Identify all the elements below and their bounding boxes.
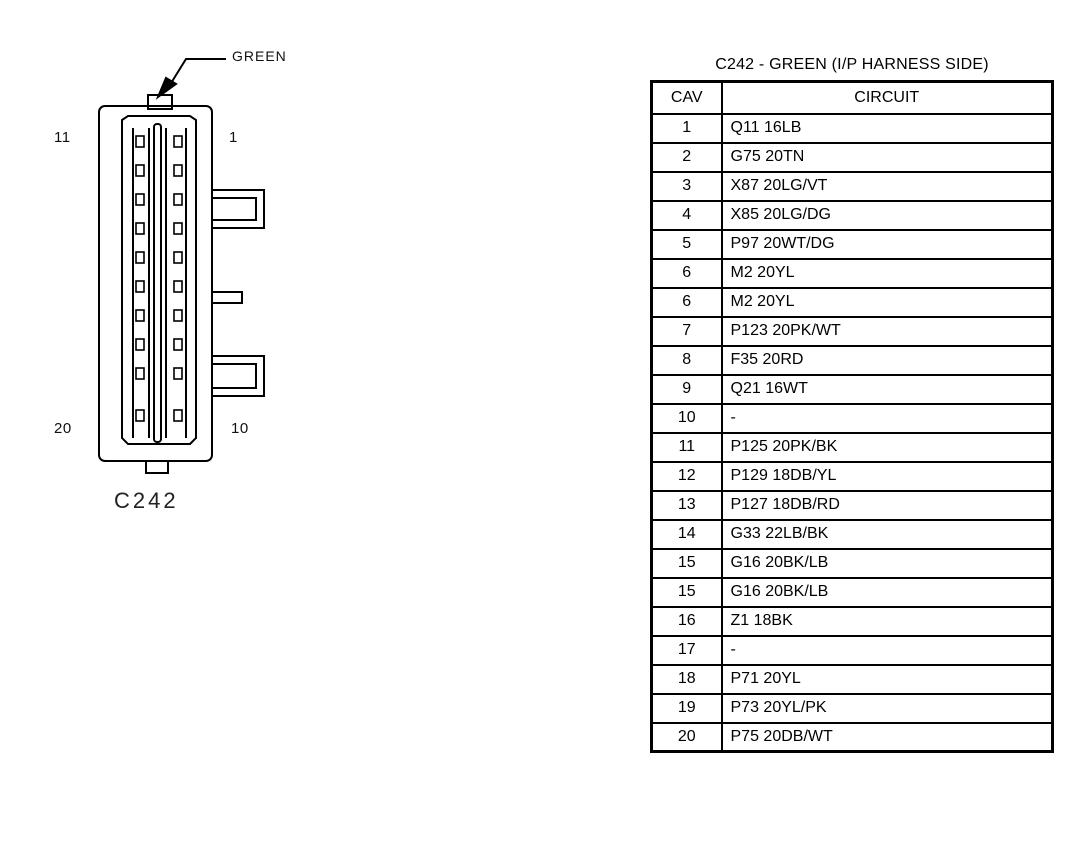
cav-cell: 13 bbox=[652, 491, 722, 520]
cavity bbox=[136, 194, 144, 205]
table-row bbox=[652, 549, 1053, 578]
connector-id-label: C242 bbox=[114, 488, 179, 513]
table-row bbox=[652, 694, 1053, 723]
circuit-cell: P75 20DB/WT bbox=[722, 723, 1053, 752]
circuit-cell: P129 18DB/YL bbox=[722, 462, 1053, 491]
cavity bbox=[136, 339, 144, 350]
cav-cell: 5 bbox=[652, 230, 722, 259]
circuit-cell: M2 20YL bbox=[722, 288, 1053, 317]
cavity bbox=[136, 368, 144, 379]
connector-latch-middle bbox=[212, 292, 242, 303]
circuit-cell: P71 20YL bbox=[722, 665, 1053, 694]
table-body bbox=[652, 114, 1053, 752]
circuit-cell: P125 20PK/BK bbox=[722, 433, 1053, 462]
circuit-cell: G16 20BK/LB bbox=[722, 578, 1053, 607]
cavity bbox=[136, 410, 144, 421]
cav-cell: 18 bbox=[652, 665, 722, 694]
cav-cell: 20 bbox=[652, 723, 722, 752]
cavity bbox=[136, 252, 144, 263]
table-row bbox=[652, 462, 1053, 491]
circuit-cell: P73 20YL/PK bbox=[722, 694, 1053, 723]
cav-cell: 3 bbox=[652, 172, 722, 201]
table-row bbox=[652, 578, 1053, 607]
cavity bbox=[174, 410, 182, 421]
table-title: C242 - GREEN (I/P HARNESS SIDE) bbox=[715, 56, 989, 73]
cavity bbox=[136, 281, 144, 292]
table-row bbox=[652, 317, 1053, 346]
pin-label-bottom-right: 10 bbox=[231, 420, 249, 437]
table-row bbox=[652, 172, 1053, 201]
cav-cell: 7 bbox=[652, 317, 722, 346]
table-row bbox=[652, 607, 1053, 636]
pin-label-bottom-left: 20 bbox=[54, 420, 72, 437]
circuit-cell: P123 20PK/WT bbox=[722, 317, 1053, 346]
table-row bbox=[652, 346, 1053, 375]
table-row bbox=[652, 143, 1053, 172]
pin-label-top-right: 1 bbox=[229, 129, 238, 146]
table-row bbox=[652, 114, 1053, 143]
table-row bbox=[652, 375, 1053, 404]
cavity bbox=[174, 194, 182, 205]
circuit-cell: G33 22LB/BK bbox=[722, 520, 1053, 549]
cavity bbox=[136, 310, 144, 321]
cavity bbox=[174, 223, 182, 234]
table-row bbox=[652, 201, 1053, 230]
circuit-cell: G16 20BK/LB bbox=[722, 549, 1053, 578]
circuit-cell: P127 18DB/RD bbox=[722, 491, 1053, 520]
circuit-cell: F35 20RD bbox=[722, 346, 1053, 375]
cav-cell: 10 bbox=[652, 404, 722, 433]
cavity bbox=[174, 165, 182, 176]
table-row bbox=[652, 636, 1053, 665]
cavity bbox=[174, 252, 182, 263]
connector-center-slot bbox=[154, 124, 161, 442]
cavity bbox=[174, 310, 182, 321]
circuit-cell: Q11 16LB bbox=[722, 114, 1053, 143]
cav-cell: 15 bbox=[652, 578, 722, 607]
circuit-cell: Q21 16WT bbox=[722, 375, 1053, 404]
cav-cell: 6 bbox=[652, 259, 722, 288]
cav-cell: 4 bbox=[652, 201, 722, 230]
pin-label-top-left: 11 bbox=[54, 129, 71, 146]
table-row bbox=[652, 433, 1053, 462]
cav-cell: 11 bbox=[652, 433, 722, 462]
cavity bbox=[136, 223, 144, 234]
table-row bbox=[652, 491, 1053, 520]
cav-cell: 19 bbox=[652, 694, 722, 723]
header-cav: CAV bbox=[652, 82, 722, 114]
circuit-cell: - bbox=[722, 404, 1053, 433]
circuit-cell: P97 20WT/DG bbox=[722, 230, 1053, 259]
connector-color-label: GREEN bbox=[232, 48, 287, 64]
circuit-cell: Z1 18BK bbox=[722, 607, 1053, 636]
cav-cell: 15 bbox=[652, 549, 722, 578]
cav-cell: 9 bbox=[652, 375, 722, 404]
table-row bbox=[652, 665, 1053, 694]
cavity bbox=[174, 281, 182, 292]
cav-cell: 2 bbox=[652, 143, 722, 172]
connector-bottom-tab bbox=[146, 461, 168, 473]
cavity bbox=[136, 136, 144, 147]
cav-cell: 6 bbox=[652, 288, 722, 317]
cavity bbox=[174, 368, 182, 379]
table-header-row bbox=[652, 82, 1053, 114]
table-row bbox=[652, 520, 1053, 549]
circuit-cell: X85 20LG/DG bbox=[722, 201, 1053, 230]
pinout-table bbox=[650, 80, 1054, 753]
table-row bbox=[652, 230, 1053, 259]
circuit-cell: G75 20TN bbox=[722, 143, 1053, 172]
cavity bbox=[174, 339, 182, 350]
cav-cell: 12 bbox=[652, 462, 722, 491]
circuit-cell: - bbox=[722, 636, 1053, 665]
circuit-cell: M2 20YL bbox=[722, 259, 1053, 288]
circuit-cell: X87 20LG/VT bbox=[722, 172, 1053, 201]
table-row bbox=[652, 723, 1053, 752]
connector-cavities bbox=[136, 136, 182, 421]
header-circuit: CIRCUIT bbox=[722, 82, 1053, 114]
cav-cell: 16 bbox=[652, 607, 722, 636]
table-row bbox=[652, 404, 1053, 433]
cav-cell: 1 bbox=[652, 114, 722, 143]
cav-cell: 14 bbox=[652, 520, 722, 549]
cavity bbox=[174, 136, 182, 147]
table-row bbox=[652, 259, 1053, 288]
cavity bbox=[136, 165, 144, 176]
table-row bbox=[652, 288, 1053, 317]
cav-cell: 8 bbox=[652, 346, 722, 375]
cav-cell: 17 bbox=[652, 636, 722, 665]
